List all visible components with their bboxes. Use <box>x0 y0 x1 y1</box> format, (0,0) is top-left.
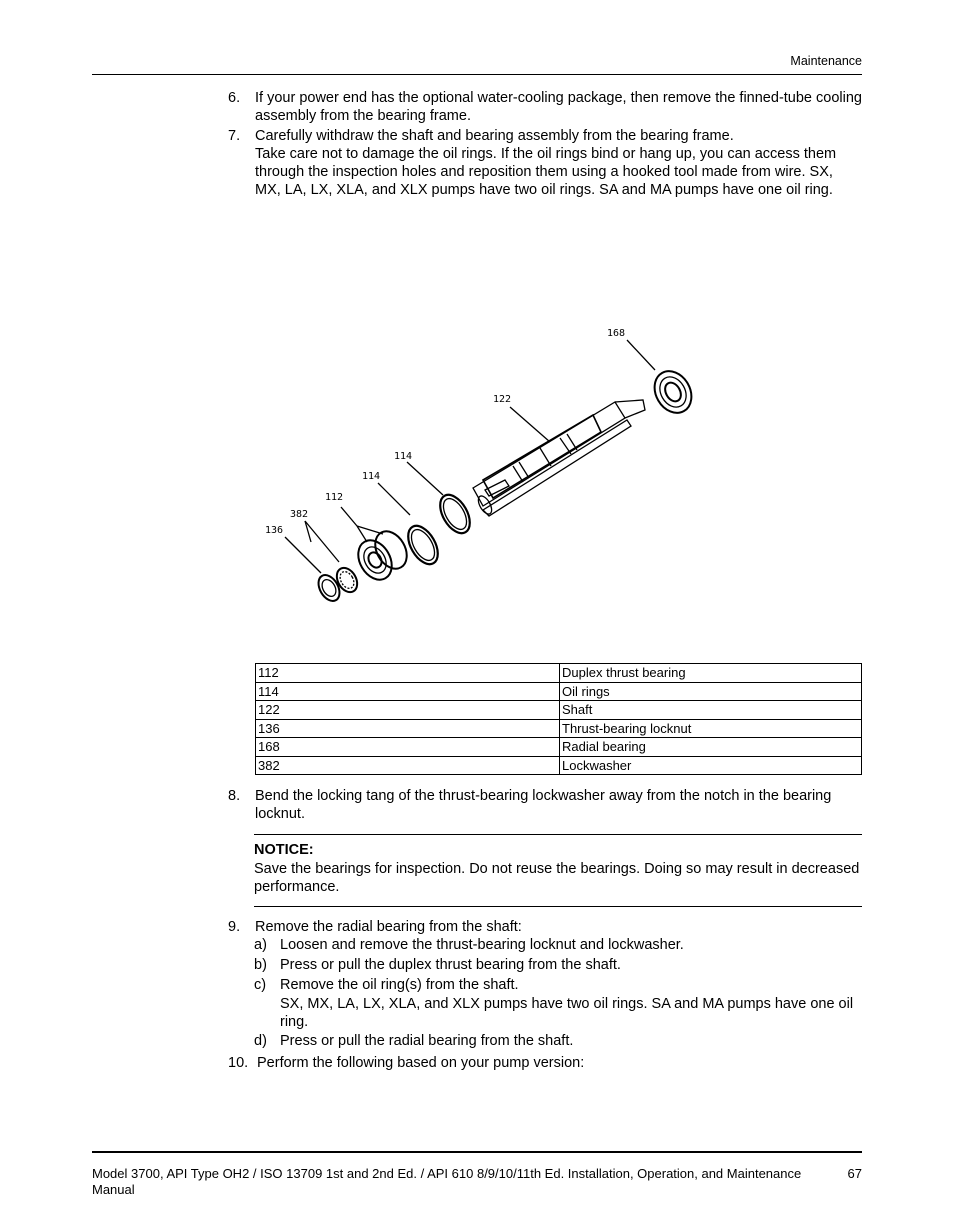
callout-136: 136 <box>265 525 284 536</box>
page-number: 67 <box>847 1166 862 1181</box>
part-number: 112 <box>256 664 560 683</box>
part-number: 136 <box>256 719 560 738</box>
callout-382: 382 <box>290 509 309 520</box>
part-name: Lockwasher <box>560 756 862 775</box>
substep-detail: SX, MX, LA, LX, XLA, and XLX pumps have two oil rings. SA and MA pumps have one oil ring. <box>280 995 854 1030</box>
step-number: 6. <box>228 90 241 106</box>
step-9 <box>228 918 862 936</box>
callout-114-lower: 114 <box>362 471 381 482</box>
step-text: Perform the following based on your pump version: <box>257 1055 585 1071</box>
section-title: Maintenance <box>790 54 862 68</box>
step-7 <box>228 127 862 199</box>
step-text: If your power end has the optional water-cooling package, then remove the finned-tube cooling assembly from the bearing frame. <box>255 90 862 124</box>
footer-rule <box>92 1151 862 1153</box>
step-detail: Take care not to damage the oil rings. If the oil rings bind or hang up, you can access them through the inspection holes and reposition them using a hooked tool made from wire. SX, MX, LA, LX, XLA, and XLX pumps have two oil rings. SA and MA pumps have one oil ring. <box>255 146 837 198</box>
step-number: 7. <box>228 128 241 144</box>
notice-text: Save the bearings for inspection. Do not reuse the bearings. Doing so may result in decreased performance. <box>254 860 860 895</box>
part-name: Oil rings <box>560 682 862 701</box>
part-name: Radial bearing <box>560 738 862 757</box>
step-text: Bend the locking tang of the thrust-bearing lockwasher away from the notch in the bearing locknut. <box>255 788 832 822</box>
table-row <box>256 738 862 757</box>
substep-text: Press or pull the radial bearing from the shaft. <box>280 1033 574 1049</box>
shaft-bearing-exploded-diagram <box>255 320 705 610</box>
step-10 <box>228 1054 862 1072</box>
footer-manual-title: Model 3700, API Type OH2 / ISO 13709 1st and 2nd Ed. / API 610 8/9/10/11th Ed. Installation, Operation, and Maintenance Manual <box>92 1166 802 1197</box>
substep-text: Remove the oil ring(s) from the shaft. <box>280 977 519 993</box>
substep-c <box>254 976 862 1032</box>
callout-168: 168 <box>607 328 626 339</box>
substep-letter: a) <box>254 937 267 953</box>
callout-114-upper: 114 <box>394 451 413 462</box>
table-row <box>256 756 862 775</box>
step-text: Carefully withdraw the shaft and bearing assembly from the bearing frame. <box>255 128 734 144</box>
callout-112: 112 <box>325 492 344 503</box>
part-number: 114 <box>256 682 560 701</box>
table-row <box>256 719 862 738</box>
part-name: Duplex thrust bearing <box>560 664 862 683</box>
page-header <box>92 52 862 75</box>
table-row <box>256 701 862 720</box>
substep-a <box>254 936 862 955</box>
part-number: 382 <box>256 756 560 775</box>
substep-text: Loosen and remove the thrust-bearing locknut and lockwasher. <box>280 937 684 953</box>
substep-d <box>254 1032 862 1051</box>
part-name: Shaft <box>560 701 862 720</box>
step-6 <box>228 89 862 125</box>
step-8 <box>228 787 862 823</box>
parts-table <box>255 663 862 775</box>
table-row <box>256 682 862 701</box>
substep-b <box>254 956 862 975</box>
step-number: 9. <box>228 919 241 935</box>
part-number: 168 <box>256 738 560 757</box>
part-number: 122 <box>256 701 560 720</box>
substep-letter: b) <box>254 957 267 973</box>
callout-122: 122 <box>493 394 512 405</box>
notice-box <box>254 834 862 907</box>
step-number: 10. <box>228 1055 249 1071</box>
step-number: 8. <box>228 788 241 804</box>
substep-letter: d) <box>254 1033 267 1049</box>
notice-title: NOTICE: <box>254 842 314 858</box>
substep-text: Press or pull the duplex thrust bearing from the shaft. <box>280 957 621 973</box>
step-text: Remove the radial bearing from the shaft: <box>255 919 522 935</box>
part-name: Thrust-bearing locknut <box>560 719 862 738</box>
substep-letter: c) <box>254 977 267 993</box>
table-row <box>256 664 862 683</box>
